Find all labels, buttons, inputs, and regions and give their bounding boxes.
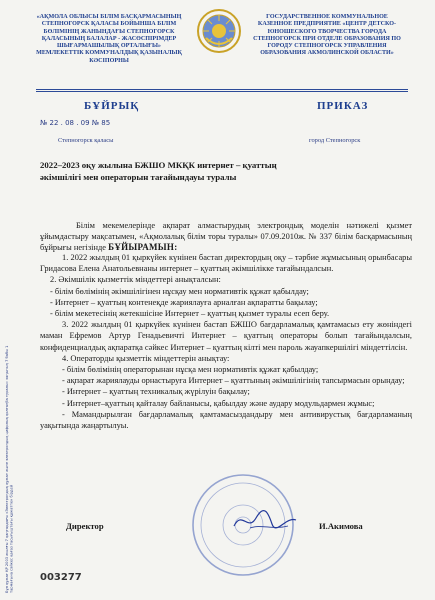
signatory-name: И.Акимова xyxy=(319,521,363,531)
order-item-3: 3. 2022 жылдың 01 қыркүйек күнінен бастап БЖШО бағдарламалық қамтамасыз ету жөніндегі маман Ефремов Артур Генадьевичті Интернет – қуаттың операторы болып тағайындалсын, конфиденциалдық ақпаратқа сәйкес Интернет – қуаттың кілті мен пароль жауапкершілігі міндеттілсін. xyxy=(40,320,412,352)
order-subitem: - білім мекетесінің жетекшісіне Интернет – қуаттың қызмет туралы есеп беру. xyxy=(50,309,330,319)
order-subitem: - Мамандырылған бағдарламалық қамтамасыздандыру мен антивирустық бағдарламаның уақытында жаңартылуы. xyxy=(40,409,412,431)
registration-number: 003277 xyxy=(40,572,82,583)
signatory-position: Директор xyxy=(66,521,104,531)
order-item-1: 1. 2022 жылдың 01 қыркүйек күнінен бастап директордың оқу – тәрбие жұмысының орынбасары Гридасова Елена Анатольевнаны интернет – қуаттың әкімшілікке тағайындалсын. xyxy=(40,253,412,274)
intro-paragraph xyxy=(40,220,412,254)
order-subitem: - Интернет–қуаттың қайталау байланысы, қабылдау және аудару модульдармен жұмыс; xyxy=(62,398,375,408)
place-kazakh: Степногорск қаласы xyxy=(58,137,114,144)
order-title: 2022–2023 оқу жылына БЖШО МКҚК интернет – қуаттың әкімшілігі мен операторын тағайындауы туралы xyxy=(40,160,277,182)
doc-type-kazakh: БҰЙРЫҚ xyxy=(84,100,140,112)
order-item-4: 4. Операторды қызметтік міндеттерін анықтау: xyxy=(62,353,230,363)
date-number-line: № 22 . 08 . 09 № 85 xyxy=(40,119,111,127)
doc-type-russian: ПРИКАЗ xyxy=(317,100,369,112)
order-subitem: - ақпарат жариялауды орнастыруға Интернет – қуаттының әкімшілігінің тапсырмасын орындау; xyxy=(62,376,405,386)
order-item-2: 2. Әкімшілік қызметтік міндеттері анықталсын: xyxy=(50,275,221,285)
order-subitem: - білім бөлімінің әкімшілігінен нұсқау мен нормативтік құжат қабылдау; xyxy=(50,286,309,296)
header-org-kazakh: «АҚМОЛА ОБЛЫСЫ БІЛІМ БАСҚАРМАСЫНЫҢ СТЕПНОГОРСК ҚАЛАСЫ БОЙЫНША БІЛІМ БӨЛІМІНІҢ ЖАНЫНДАҒЫ СТЕПНОГОРСК ҚАЛАСЫНЫҢ БАЛАЛАР - ЖАСӨСПІРІМДЕР ШЫҒАРМАШЫЛЫҚ ОРТАЛЫҒЫ» МЕМЛЕКЕТТІК КОММУНАЛДЫҚ ҚАЗЫНАЛЫҚ КӘСІПОРНЫ xyxy=(36,14,182,64)
e-document-stamp-text: Бұл құжат ҚР 2003 жылғы 7 қаңтардағы «Электрондық құжат және электрондық цифрлық қолтаңба туралы» заңының 7 бабы 1 тармағына сәйкес қағаз тасығыштағы құжатпен бірдей xyxy=(5,345,14,593)
intro-text: Білім мекемелерінде ақпарат алмастырудың электрондық моделін нәтижелі қызмет ұйымдастыру мақсатымен, «Ақмолалық білім торы туралы» 07.09.2010ж. № 337 білім басқармасының бұйрығы негізінде xyxy=(40,221,412,253)
state-emblem-icon xyxy=(196,8,242,54)
header-divider-second xyxy=(36,91,408,92)
place-russian: город Степногорск xyxy=(309,137,361,144)
header-org-russian: ГОСУДАРСТВЕННОЕ КОММУНАЛЬНОЕ КАЗЕННОЕ ПРЕДПРИЯТИЕ «ЦЕНТР ДЕТСКО-ЮНОШЕСКОГО ТВОРЧЕСТВА ГОРОДА СТЕПНОГОРСК ПРИ ОТДЕЛЕ ОБРАЗОВАНИЯ ПО ГОРОДУ СТЕПНОГОРСК УПРАВЛЕНИЯ ОБРАЗОВАНИЯ АКМОЛИНСКОЙ ОБЛАСТИ» xyxy=(253,14,401,57)
order-subitem: - Интернет – қуаттың контенеқде жариялауға арналған ақпаратты бақылау; xyxy=(50,297,318,307)
order-subitem: - Интернет – қуаттың техникалық жүрілуін бақылау; xyxy=(62,387,250,397)
handwritten-signature-icon xyxy=(230,508,300,534)
header-divider xyxy=(36,89,408,90)
order-subitem: - білім бөлімінің операторынан нұсқа мен нормативтік құжат қабылдау; xyxy=(62,365,319,375)
order-body xyxy=(40,252,412,431)
command-word: БҰЙЫРАМЫН: xyxy=(108,242,178,253)
